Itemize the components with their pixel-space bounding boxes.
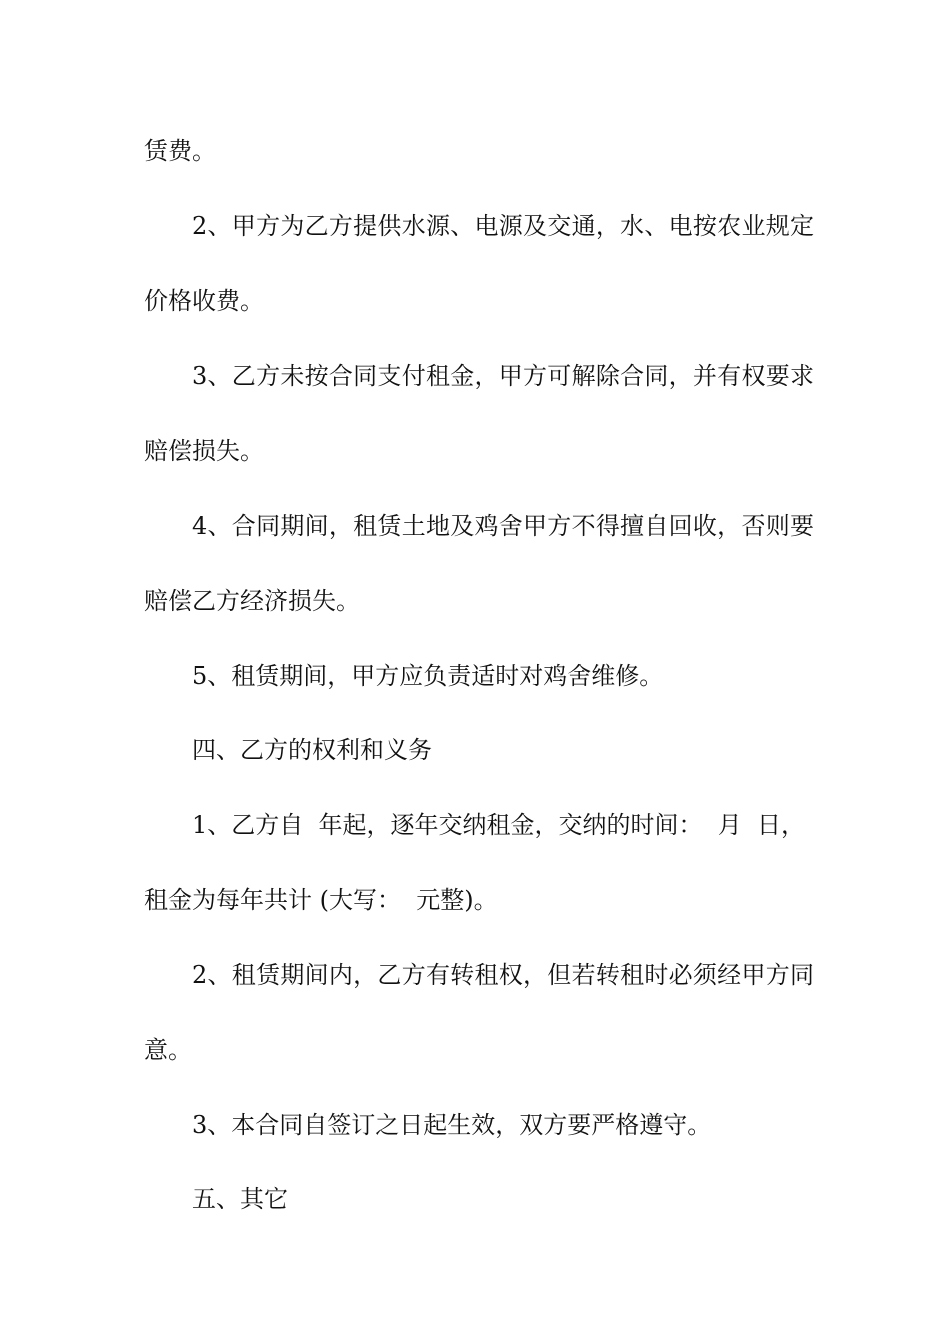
paragraph-line: 1、乙方自 年起，逐年交纳租金，交纳的时间： 月 日， [192,811,806,839]
paragraph-line: 赔偿损失。 [144,437,264,465]
paragraph-line: 3、乙方未按合同支付租金，甲方可解除合同，并有权要求 [192,362,814,390]
paragraph-line: 5、租赁期间，甲方应负责适时对鸡舍维修。 [192,662,664,690]
paragraph-line: 意。 [144,1036,192,1064]
section-heading: 五、其它 [192,1185,288,1213]
paragraph-line: 2、甲方为乙方提供水源、电源及交通，水、电按农业规定 [192,212,814,240]
paragraph-line: 价格收费。 [144,287,264,315]
paragraph-line: 3、本合同自签订之日起生效，双方要严格遵守。 [192,1111,712,1139]
paragraph-line: 2、租赁期间内，乙方有转租权，但若转租时必须经甲方同 [192,961,814,989]
section-heading: 四、乙方的权利和义务 [192,736,432,764]
paragraph-line: 赔偿乙方经济损失。 [144,587,360,615]
paragraph-line: 4、合同期间，租赁土地及鸡舍甲方不得擅自回收，否则要 [192,512,814,540]
paragraph-line: 赁费。 [144,137,216,165]
paragraph-line: 租金为每年共计 (大写： 元整)。 [144,886,498,914]
